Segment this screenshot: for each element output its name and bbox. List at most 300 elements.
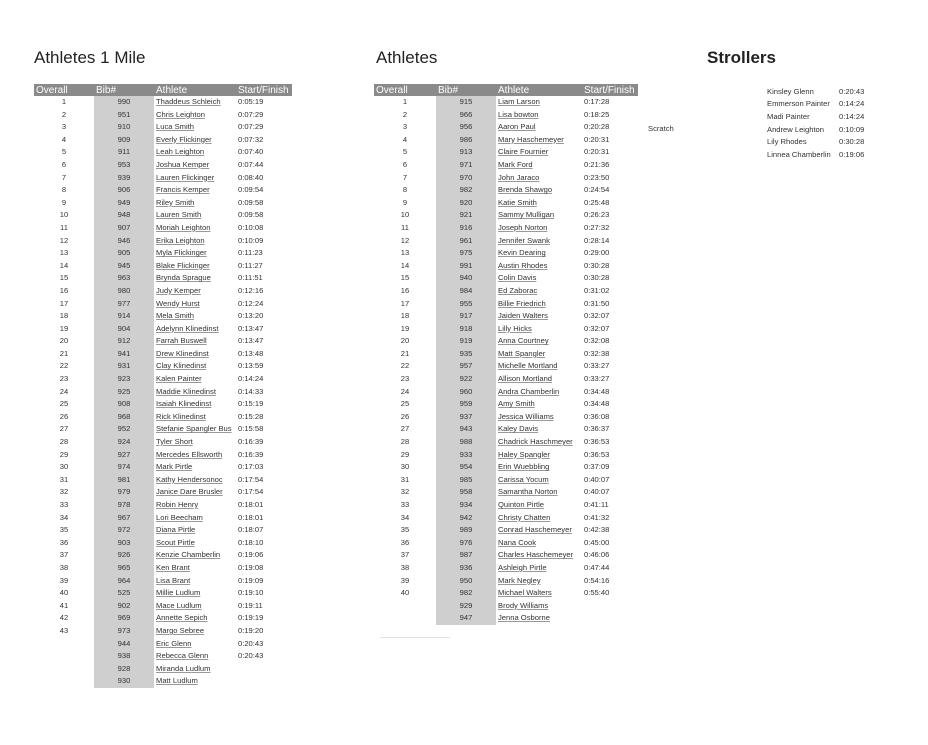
- athlete-link[interactable]: Ashleigh Pirtle: [498, 562, 547, 572]
- time-cell: 0:07:29: [238, 122, 264, 132]
- stroller-time: 0:10:09: [839, 124, 865, 134]
- athlete-link[interactable]: Stefanie Spangler Bus: [156, 424, 232, 434]
- table-row: [34, 562, 292, 575]
- overall-cell: 36: [59, 537, 69, 547]
- stroller-name: Kinsley Glenn: [767, 86, 814, 96]
- athlete-link[interactable]: Rebecca Glenn: [156, 651, 209, 661]
- stroller-name: Linnea Chamberlin: [767, 149, 831, 159]
- table-row: [34, 222, 292, 235]
- col-header-overall: Overall: [374, 84, 436, 96]
- athlete-link[interactable]: Lauren Smith: [156, 210, 202, 220]
- col-header-athlete: Athlete: [496, 84, 582, 96]
- time-cell: 0:07:29: [238, 109, 264, 119]
- time-cell: 0:32:07: [584, 311, 610, 321]
- time-cell: 0:18:01: [238, 512, 264, 522]
- athlete-link[interactable]: Diana Pirtle: [156, 525, 196, 535]
- athlete-link[interactable]: Clay Klinedinst: [156, 361, 207, 371]
- table-row: [374, 335, 638, 348]
- athlete-link[interactable]: Moriah Leighton: [156, 222, 211, 232]
- athlete-link[interactable]: Haley Spangler: [498, 449, 550, 459]
- overall-cell: 32: [59, 487, 69, 497]
- table-row: [34, 373, 292, 386]
- stroller-name: Madi Painter: [767, 111, 810, 121]
- athlete-link[interactable]: Michael Walters: [498, 588, 552, 598]
- col-header-bib: Bib#: [436, 84, 496, 96]
- athlete-link[interactable]: Charles Haschemeyer: [498, 550, 574, 560]
- table-row: [374, 524, 638, 537]
- athlete-link[interactable]: Jennifer Swank: [498, 235, 550, 245]
- overall-cell: 31: [400, 474, 410, 484]
- stroller-row: [767, 123, 879, 136]
- bib-cell: 965: [94, 562, 154, 575]
- bib-cell: 968: [94, 411, 154, 424]
- overall-cell: 39: [59, 575, 69, 585]
- overall-cell: 16: [400, 285, 410, 295]
- time-cell: 0:13:48: [238, 348, 264, 358]
- athlete-link[interactable]: Mark Negley: [498, 575, 541, 585]
- athlete-link[interactable]: Rick Klinedinst: [156, 411, 206, 421]
- athlete-link[interactable]: Amy Smith: [498, 399, 535, 409]
- athlete-link[interactable]: Sammy Mulligan: [498, 210, 555, 220]
- overall-cell: 32: [400, 487, 410, 497]
- athlete-link[interactable]: Mace Ludlum: [156, 600, 202, 610]
- overall-cell: 11: [60, 222, 68, 232]
- athlete-link[interactable]: Luca Smith: [156, 122, 194, 132]
- time-cell: 0:30:28: [584, 260, 610, 270]
- bib-cell: 918: [436, 323, 496, 336]
- athlete-link[interactable]: Francis Kemper: [156, 185, 210, 195]
- overall-cell: 5: [61, 147, 67, 157]
- overall-cell: 41: [59, 600, 69, 610]
- bib-cell: 907: [94, 222, 154, 235]
- table-row: [34, 398, 292, 411]
- time-cell: 0:41:11: [584, 500, 609, 509]
- bib-cell: 947: [436, 612, 496, 625]
- bib-cell: 985: [436, 474, 496, 487]
- overall-cell: 40: [59, 588, 69, 598]
- athlete-link[interactable]: Blake Flickinger: [156, 260, 210, 270]
- athletes-title: Athletes: [376, 48, 438, 67]
- mile-title: Athletes 1 Mile: [34, 48, 146, 67]
- athlete-link[interactable]: Chris Leighton: [156, 109, 205, 119]
- athlete-link[interactable]: Kenzie Chamberlin: [156, 550, 221, 560]
- athlete-link[interactable]: Kaley Davis: [498, 424, 539, 434]
- overall-cell: 33: [59, 500, 69, 509]
- time-cell: [582, 600, 638, 613]
- bib-cell: 920: [436, 197, 496, 210]
- athlete-link[interactable]: Jessica Williams: [498, 411, 554, 421]
- athlete-link[interactable]: John Jaraco: [498, 172, 540, 182]
- athlete-link[interactable]: Eric Glenn: [156, 638, 192, 648]
- bib-cell: 973: [94, 625, 154, 638]
- overall-cell: [374, 600, 436, 613]
- table-row: [374, 575, 638, 588]
- bib-cell: 949: [94, 197, 154, 210]
- time-cell: 0:05:19: [238, 97, 264, 106]
- bib-cell: 916: [436, 222, 496, 235]
- table-row: [34, 663, 292, 676]
- athlete-link[interactable]: Adelynn Klinedinst: [156, 323, 219, 333]
- time-cell: 0:15:58: [238, 424, 264, 434]
- bib-cell: 905: [94, 247, 154, 260]
- bib-cell: 959: [436, 398, 496, 411]
- athletes-results-table: [374, 84, 638, 625]
- athlete-link[interactable]: Leah Leighton: [156, 147, 205, 157]
- overall-cell: 25: [59, 399, 69, 409]
- time-cell: 0:36:53: [584, 437, 610, 447]
- table-row: [34, 524, 292, 537]
- bib-cell: 930: [94, 675, 154, 688]
- time-cell: 0:27:32: [584, 222, 610, 232]
- athlete-link[interactable]: Katie Smith: [498, 197, 537, 207]
- overall-cell: 20: [400, 336, 410, 346]
- stroller-time: 0:19:06: [839, 149, 865, 159]
- table-row: [34, 272, 292, 285]
- athlete-link[interactable]: Judy Kemper: [156, 285, 201, 295]
- bib-cell: 525: [94, 587, 154, 600]
- time-cell: 0:10:09: [238, 235, 264, 245]
- bib-cell: 960: [436, 386, 496, 399]
- table-row: [34, 285, 292, 298]
- mile-results-table: [34, 84, 292, 688]
- table-row: [374, 184, 638, 197]
- time-cell: 0:40:07: [584, 487, 610, 497]
- time-cell: 0:33:27: [584, 361, 610, 371]
- bib-cell: 912: [94, 335, 154, 348]
- bib-cell: 978: [94, 499, 154, 512]
- bib-cell: 961: [436, 235, 496, 248]
- table-row: [34, 360, 292, 373]
- overall-cell: 43: [59, 625, 69, 635]
- table-row: [34, 537, 292, 550]
- table-row: [374, 172, 638, 185]
- athlete-link[interactable]: Wendy Hurst: [156, 298, 200, 308]
- bib-cell: 974: [94, 461, 154, 474]
- athlete-link[interactable]: Brody Williams: [498, 600, 549, 610]
- table-row: [34, 474, 292, 487]
- overall-cell: 13: [400, 248, 410, 258]
- athlete-link[interactable]: Brynda Sprague: [156, 273, 211, 283]
- overall-cell: 1: [61, 97, 67, 106]
- time-cell: 0:13:47: [238, 323, 264, 333]
- overall-cell: 15: [400, 273, 410, 283]
- overall-cell: 34: [400, 512, 410, 522]
- overall-cell: 28: [400, 437, 410, 447]
- athlete-link[interactable]: Lisa bowton: [498, 109, 539, 119]
- bib-cell: 952: [94, 423, 154, 436]
- stroller-row: [767, 98, 879, 111]
- scratch-note: Scratch: [648, 124, 674, 133]
- athlete-link[interactable]: Margo Sebree: [156, 625, 205, 635]
- table-row: [34, 386, 292, 399]
- table-row: [374, 499, 638, 512]
- bib-cell: 934: [436, 499, 496, 512]
- time-cell: 0:32:08: [584, 336, 610, 346]
- overall-cell: 35: [59, 525, 69, 535]
- time-cell: 0:34:48: [584, 386, 610, 396]
- athlete-link[interactable]: Farrah Buswell: [156, 336, 207, 346]
- table-row: [34, 172, 292, 185]
- table-row: [34, 549, 292, 562]
- table-row: [34, 486, 292, 499]
- time-cell: 0:13:20: [238, 311, 264, 321]
- table-row: [374, 197, 638, 210]
- athlete-link[interactable]: Chadrick Haschmeyer: [498, 437, 573, 447]
- athlete-link[interactable]: Drew Klinedinst: [156, 348, 209, 358]
- table-row: [34, 184, 292, 197]
- overall-cell: 39: [400, 575, 410, 585]
- stroller-name: Emmerson Painter: [767, 99, 830, 109]
- overall-cell: 17: [400, 298, 410, 308]
- athlete-link[interactable]: Joshua Kemper: [156, 159, 210, 169]
- athlete-link[interactable]: Mercedes Ellsworth: [156, 449, 223, 459]
- overall-cell: [34, 675, 94, 688]
- table-row: [374, 386, 638, 399]
- overall-cell: 9: [61, 197, 67, 207]
- bib-cell: 917: [436, 310, 496, 323]
- overall-cell: 30: [59, 462, 69, 472]
- time-cell: 0:42:38: [584, 525, 610, 535]
- bib-cell: 910: [94, 121, 154, 134]
- time-cell: 0:19:11: [238, 600, 263, 610]
- athlete-link[interactable]: Matt Ludlum: [156, 676, 198, 686]
- athlete-link[interactable]: Ed Zaborac: [498, 285, 538, 295]
- overall-cell: 20: [59, 336, 69, 346]
- athlete-link[interactable]: Austin Rhodes: [498, 260, 548, 270]
- overall-cell: 19: [400, 323, 410, 333]
- time-cell: 0:32:38: [584, 348, 610, 358]
- overall-cell: 7: [61, 172, 67, 182]
- time-cell: 0:09:54: [238, 185, 264, 195]
- athlete-link[interactable]: Tyler Short: [156, 437, 193, 447]
- table-row: [34, 260, 292, 273]
- bib-cell: 969: [94, 612, 154, 625]
- bib-cell: 954: [436, 461, 496, 474]
- athlete-link[interactable]: Claire Fournier: [498, 147, 549, 157]
- bib-cell: 957: [436, 360, 496, 373]
- athlete-link[interactable]: Kathy Hendersonoc: [156, 474, 223, 484]
- bib-cell: 914: [94, 310, 154, 323]
- overall-cell: 23: [59, 374, 69, 384]
- athlete-link[interactable]: Aaron Paul: [498, 122, 536, 132]
- time-cell: 0:07:40: [238, 147, 264, 157]
- athlete-link[interactable]: Joseph Norton: [498, 222, 548, 232]
- bib-cell: 939: [94, 172, 154, 185]
- bib-cell: 989: [436, 524, 496, 537]
- overall-cell: 24: [400, 386, 410, 396]
- stroller-row: [767, 85, 879, 98]
- athlete-link[interactable]: Lori Beecham: [156, 512, 203, 522]
- time-cell: 0:18:07: [238, 525, 264, 535]
- athlete-link[interactable]: Anna Courtney: [498, 336, 549, 346]
- table-row: [34, 499, 292, 512]
- table-row: [374, 512, 638, 525]
- athlete-link[interactable]: Everly Flickinger: [156, 134, 212, 144]
- athlete-link[interactable]: Mark Pirtle: [156, 462, 193, 472]
- col-header-time: Start/Finish: [582, 84, 638, 96]
- bib-cell: 950: [436, 575, 496, 588]
- athlete-link[interactable]: Billie Friedrich: [498, 298, 546, 308]
- time-cell: 0:19:19: [238, 613, 264, 623]
- bib-cell: 966: [436, 109, 496, 122]
- bib-cell: 904: [94, 323, 154, 336]
- time-cell: 0:31:50: [584, 298, 610, 308]
- bib-cell: 948: [94, 209, 154, 222]
- overall-cell: 2: [61, 109, 67, 119]
- athlete-link[interactable]: Matt Spangler: [498, 348, 546, 358]
- time-cell: 0:16:39: [238, 449, 264, 459]
- table-row: [34, 675, 292, 688]
- table-row: [374, 411, 638, 424]
- athlete-link[interactable]: Isaiah Klinedinst: [156, 399, 212, 409]
- overall-cell: 29: [400, 449, 410, 459]
- athlete-link[interactable]: Michelle Mortland: [498, 361, 558, 371]
- athlete-link[interactable]: Myla Flickinger: [156, 248, 207, 258]
- athlete-link[interactable]: Mela Smith: [156, 311, 194, 321]
- table-row: [34, 449, 292, 462]
- table-row: [34, 121, 292, 134]
- time-cell: 0:17:03: [238, 462, 264, 472]
- athlete-link[interactable]: Mary Haschemeyer: [498, 134, 564, 144]
- overall-cell: 26: [59, 411, 69, 421]
- table-row: [34, 411, 292, 424]
- overall-cell: 33: [400, 500, 410, 509]
- athlete-link[interactable]: Millie Ludlum: [156, 588, 201, 598]
- overall-cell: 10: [400, 210, 410, 220]
- athlete-link[interactable]: Kevin Dearing: [498, 248, 546, 258]
- athlete-link[interactable]: Kalen Painter: [156, 374, 202, 384]
- athlete-link[interactable]: Nana Cook: [498, 537, 536, 547]
- bib-cell: 906: [94, 184, 154, 197]
- athlete-link[interactable]: Lilly Hicks: [498, 323, 532, 333]
- athlete-link[interactable]: Robin Henry: [156, 500, 199, 509]
- bib-cell: 990: [94, 96, 154, 109]
- table-row: [374, 121, 638, 134]
- bib-cell: 944: [94, 638, 154, 651]
- time-cell: 0:09:58: [238, 210, 264, 220]
- table-row: [374, 235, 638, 248]
- athlete-link[interactable]: Conrad Haschemeyer: [498, 525, 572, 535]
- bib-cell: 963: [94, 272, 154, 285]
- bib-cell: 922: [436, 373, 496, 386]
- time-cell: 0:14:24: [238, 374, 264, 384]
- overall-cell: 38: [59, 562, 69, 572]
- bib-cell: 976: [436, 537, 496, 550]
- athlete-link[interactable]: Maddie Klinedinst: [156, 386, 216, 396]
- time-cell: 0:19:10: [238, 588, 264, 598]
- athlete-link[interactable]: Allison Mortland: [498, 374, 553, 384]
- athlete-link[interactable]: Lisa Brant: [156, 575, 191, 585]
- athlete-link[interactable]: Ken Brant: [156, 562, 190, 572]
- time-cell: 0:32:07: [584, 323, 610, 333]
- time-cell: 0:17:54: [238, 474, 264, 484]
- col-header-overall: Overall: [34, 84, 94, 96]
- overall-cell: 8: [402, 185, 408, 195]
- bib-cell: 977: [94, 298, 154, 311]
- athlete-link[interactable]: Scout Pirtle: [156, 537, 195, 547]
- bib-cell: 931: [94, 360, 154, 373]
- table-row: [374, 247, 638, 260]
- overall-cell: 13: [59, 248, 69, 258]
- table-row: [374, 461, 638, 474]
- overall-cell: [34, 650, 94, 663]
- overall-cell: [374, 612, 436, 625]
- athlete-link[interactable]: Riley Smith: [156, 197, 195, 207]
- athlete-link[interactable]: Thaddeus Schleich: [156, 97, 221, 106]
- athlete-link[interactable]: Annette Sepich: [156, 613, 208, 623]
- time-cell: 0:33:27: [584, 374, 610, 384]
- time-cell: 0:36:37: [584, 424, 610, 434]
- bib-cell: 902: [94, 600, 154, 613]
- table-row: [374, 423, 638, 436]
- bib-cell: 981: [94, 474, 154, 487]
- overall-cell: 14: [59, 260, 69, 270]
- athlete-link[interactable]: Brenda Shawgo: [498, 185, 553, 195]
- bib-cell: 951: [94, 109, 154, 122]
- bib-cell: 919: [436, 335, 496, 348]
- athlete-link[interactable]: Quinton Pirtle: [498, 500, 545, 509]
- overall-cell: 38: [400, 562, 410, 572]
- time-cell: 0:23:50: [584, 172, 610, 182]
- table-row: [34, 197, 292, 210]
- bib-cell: 921: [436, 209, 496, 222]
- overall-cell: 1: [402, 97, 408, 106]
- time-cell: 0:12:24: [238, 298, 264, 308]
- overall-cell: 11: [401, 222, 409, 232]
- athlete-link[interactable]: Erin Wuebbling: [498, 462, 550, 472]
- bib-cell: 982: [436, 184, 496, 197]
- time-cell: [236, 675, 292, 688]
- time-cell: 0:08:40: [238, 172, 264, 182]
- bib-cell: 972: [94, 524, 154, 537]
- athlete-link[interactable]: Carissa Yocum: [498, 474, 549, 484]
- athlete-link[interactable]: Janice Dare Brusler: [156, 487, 223, 497]
- time-cell: 0:34:48: [584, 399, 610, 409]
- time-cell: [582, 612, 638, 625]
- stroller-time: 0:30:28: [839, 137, 865, 147]
- overall-cell: 42: [59, 613, 69, 623]
- athlete-link[interactable]: Jaiden Walters: [498, 311, 548, 321]
- time-cell: 0:55:40: [584, 588, 610, 598]
- athlete-link[interactable]: Jenna Osborne: [498, 613, 550, 623]
- table-row: [34, 600, 292, 613]
- bib-cell: 984: [436, 285, 496, 298]
- overall-cell: 28: [59, 437, 69, 447]
- bib-cell: 987: [436, 549, 496, 562]
- time-cell: 0:21:36: [584, 159, 610, 169]
- overall-cell: 18: [400, 311, 410, 321]
- time-cell: 0:30:28: [584, 273, 610, 283]
- bib-cell: 915: [436, 96, 496, 109]
- athlete-link[interactable]: Miranda Ludlum: [156, 663, 211, 673]
- overall-cell: 6: [61, 159, 67, 169]
- athlete-link[interactable]: Liam Larson: [498, 97, 540, 106]
- athlete-link[interactable]: Samantha Norton: [498, 487, 558, 497]
- time-cell: 0:29:00: [584, 248, 610, 258]
- athlete-link[interactable]: Erika Leighton: [156, 235, 205, 245]
- time-cell: 0:09:58: [238, 197, 264, 207]
- overall-cell: 8: [61, 185, 67, 195]
- athlete-link[interactable]: Colin Davis: [498, 273, 537, 283]
- athlete-link[interactable]: Andra Chamberlin: [498, 386, 560, 396]
- athlete-link[interactable]: Mark Ford: [498, 159, 533, 169]
- table-row: [374, 272, 638, 285]
- time-cell: 0:14:33: [238, 386, 264, 396]
- bib-cell: 908: [94, 398, 154, 411]
- table-row: [374, 310, 638, 323]
- athlete-link[interactable]: Lauren Flickinger: [156, 172, 215, 182]
- athlete-link[interactable]: Christy Chatten: [498, 512, 551, 522]
